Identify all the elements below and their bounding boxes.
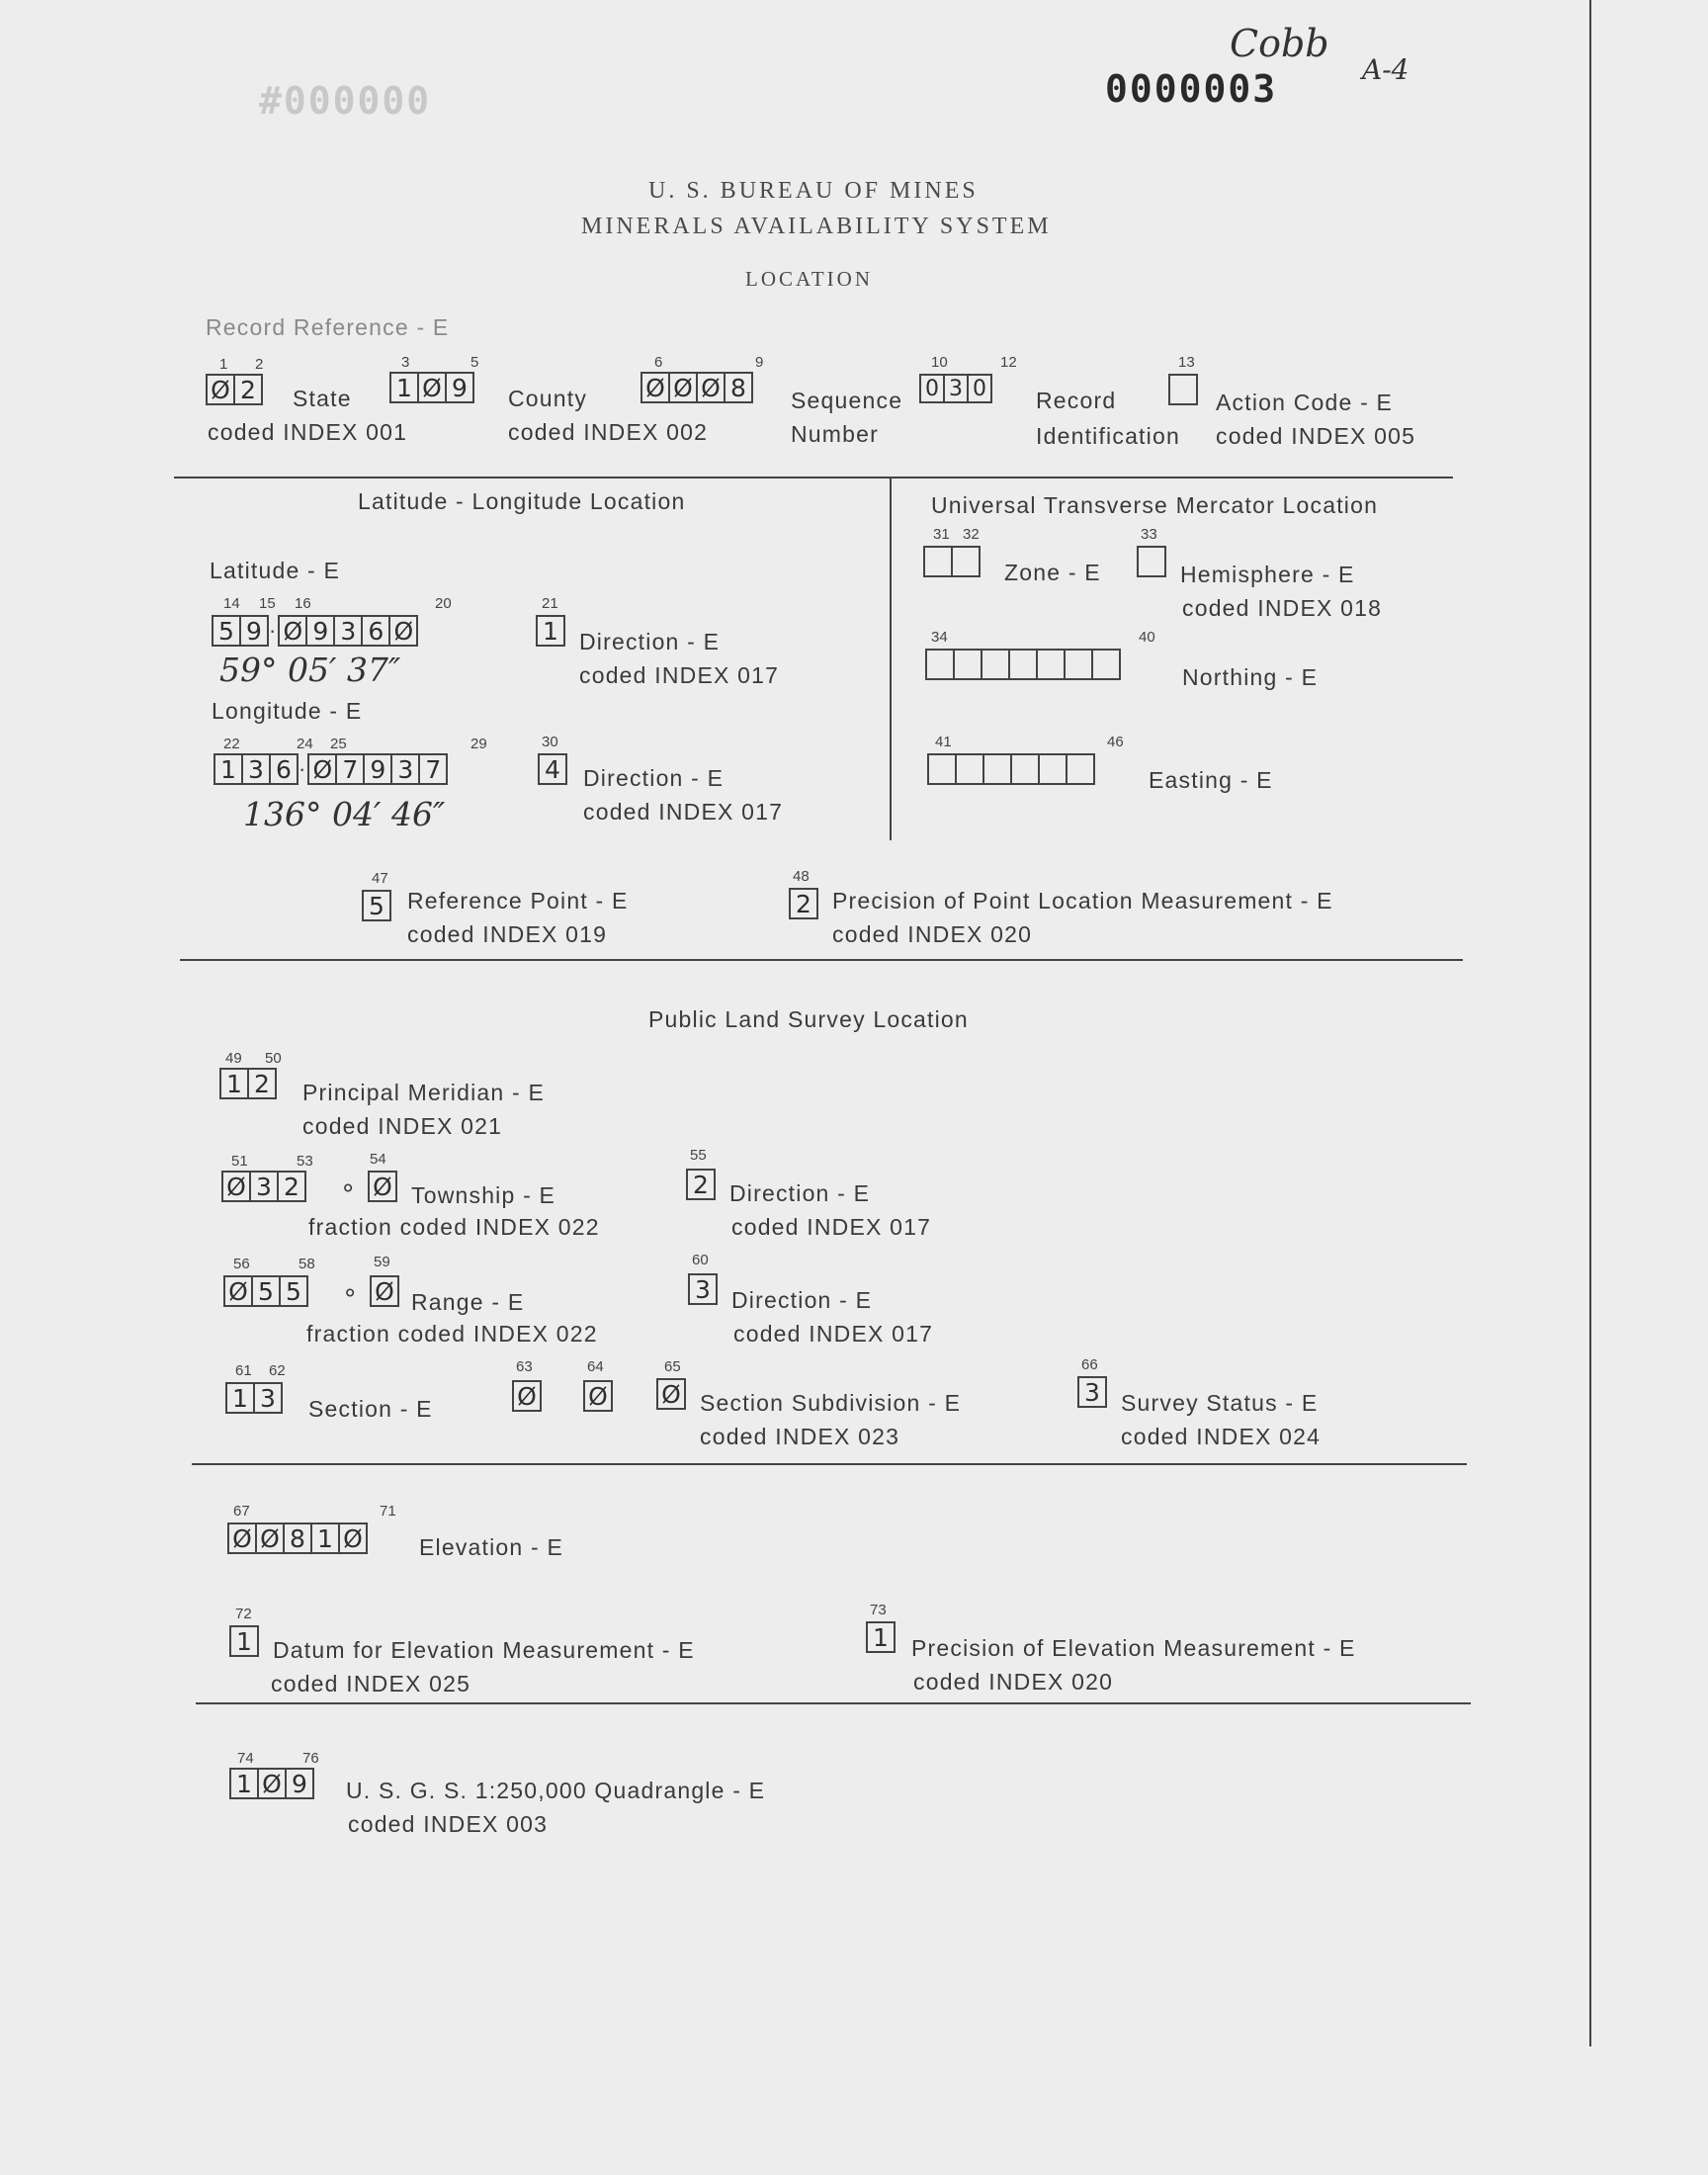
digit-box: Ø (278, 615, 307, 647)
digit-box: 9 (239, 615, 269, 647)
utm-title: Universal Transverse Mercator Location (931, 492, 1379, 518)
hemisphere-box (1137, 546, 1166, 577)
sequence-label-2: Number (791, 421, 880, 447)
precision-point-box: 2 (789, 888, 818, 919)
range-boxes (223, 1275, 306, 1307)
hemisphere-label: Hemisphere - E (1180, 562, 1355, 587)
field-num: 64 (587, 1358, 604, 1375)
digit-box: 2 (247, 1068, 277, 1099)
quadrangle-label: U. S. G. S. 1:250,000 Quadrangle - E (346, 1778, 766, 1803)
field-num: 62 (269, 1362, 286, 1379)
range-label: Range - E (411, 1289, 525, 1315)
field-num: 67 (233, 1503, 250, 1520)
digit-box: 9 (305, 615, 335, 647)
digit-box: 3 (390, 753, 420, 785)
action-code-box (1168, 374, 1198, 405)
field-num: 22 (223, 736, 240, 752)
field-num: 65 (664, 1358, 681, 1375)
field-num: 53 (297, 1153, 313, 1170)
divider (180, 959, 1463, 961)
subdivision-box-1: Ø (512, 1380, 542, 1412)
precision-point-label: Precision of Point Location Measurement - E (832, 888, 1333, 914)
record-id-label: Record (1036, 388, 1117, 413)
township-direction-box: 2 (686, 1169, 716, 1200)
action-code-index: coded INDEX 005 (1216, 423, 1416, 449)
digit-box: 3 (241, 753, 271, 785)
lon-direction-index: coded INDEX 017 (583, 799, 784, 825)
pls-title: Public Land Survey Location (648, 1006, 969, 1032)
township-fraction-box: Ø (368, 1171, 397, 1202)
state-boxes (206, 374, 261, 405)
digit-box: 5 (279, 1275, 308, 1307)
action-code-label: Action Code - E (1216, 390, 1394, 415)
empty-digit-box (1008, 649, 1038, 680)
field-num: 32 (963, 526, 980, 543)
digit-box: Ø (255, 1522, 285, 1554)
record-id-boxes (919, 374, 990, 403)
meridian-boxes (219, 1068, 275, 1099)
latitude-boxes (212, 615, 416, 647)
digit-box: 5 (251, 1275, 281, 1307)
longitude-boxes (214, 753, 446, 785)
field-num: 71 (380, 1503, 396, 1520)
precision-point-index: coded INDEX 020 (832, 921, 1033, 947)
digit-box: 9 (285, 1768, 314, 1799)
field-num: 72 (235, 1606, 252, 1622)
digit-box: Ø (668, 372, 698, 403)
digit-box: Ø (206, 374, 235, 405)
zone-boxes (923, 546, 979, 577)
field-num: 33 (1141, 526, 1157, 543)
decimal-separator: · (299, 756, 306, 781)
field-num: 6 (654, 354, 663, 371)
elevation-boxes (227, 1522, 366, 1554)
township-direction-index: coded INDEX 017 (731, 1214, 932, 1240)
digit-box: Ø (640, 372, 670, 403)
range-index: fraction coded INDEX 022 (306, 1321, 598, 1347)
record-id-label-2: Identification (1036, 423, 1180, 449)
survey-status-label: Survey Status - E (1121, 1390, 1319, 1416)
elevation-label: Elevation - E (419, 1534, 563, 1560)
township-boxes (221, 1171, 304, 1202)
field-num: 49 (225, 1050, 242, 1067)
digit-box: 0 (967, 374, 992, 403)
field-num: 2 (255, 356, 264, 373)
field-num: 61 (235, 1362, 252, 1379)
latlong-title: Latitude - Longitude Location (358, 488, 686, 514)
divider (192, 1463, 1467, 1465)
field-num: 50 (265, 1050, 282, 1067)
hemisphere-index: coded INDEX 018 (1182, 595, 1383, 621)
elevation-precision-box: 1 (866, 1621, 896, 1653)
digit-box: Ø (417, 372, 447, 403)
survey-status-index: coded INDEX 024 (1121, 1424, 1322, 1449)
field-num: 29 (470, 736, 487, 752)
longitude-handwritten: 136° 04′ 46″ (243, 795, 446, 833)
range-direction-label: Direction - E (731, 1287, 873, 1313)
digit-box: 3 (253, 1382, 283, 1414)
field-num: 9 (755, 354, 764, 371)
field-num: 40 (1139, 629, 1155, 646)
field-num: 48 (793, 868, 810, 885)
page-edge-line (1589, 0, 1591, 2046)
range-direction-index: coded INDEX 017 (733, 1321, 934, 1347)
subdivision-box-3: Ø (656, 1378, 686, 1410)
quadrangle-boxes (229, 1768, 312, 1799)
divider (174, 477, 1453, 478)
digit-box: Ø (338, 1522, 368, 1554)
digit-box: 1 (214, 753, 243, 785)
handwritten-a4: A-4 (1362, 53, 1409, 86)
digit-box: 3 (333, 615, 363, 647)
survey-status-box: 3 (1077, 1376, 1107, 1408)
field-num: 34 (931, 629, 948, 646)
field-num: 1 (219, 356, 228, 373)
digit-box: Ø (388, 615, 418, 647)
empty-digit-box (1038, 753, 1068, 785)
datum-index: coded INDEX 025 (271, 1671, 471, 1696)
field-num: 56 (233, 1256, 250, 1272)
digit-box: Ø (257, 1768, 287, 1799)
township-index: fraction coded INDEX 022 (308, 1214, 600, 1240)
handwritten-cobb: Cobb (1230, 22, 1329, 65)
field-num: 66 (1081, 1356, 1098, 1373)
meridian-label: Principal Meridian - E (302, 1080, 545, 1105)
field-num: 3 (401, 354, 410, 371)
range-direction-box: 3 (688, 1273, 718, 1305)
state-label: State (293, 386, 352, 411)
empty-digit-box (1091, 649, 1121, 680)
field-num: 59 (374, 1254, 390, 1270)
field-num: 60 (692, 1252, 709, 1268)
reference-point-box: 5 (362, 890, 391, 921)
system-title: MINERALS AVAILABILITY SYSTEM (581, 214, 1052, 239)
sequence-label: Sequence (791, 388, 903, 413)
digit-box: 9 (445, 372, 474, 403)
digit-box: Ø (307, 753, 337, 785)
empty-digit-box (982, 753, 1012, 785)
lat-direction-box: 1 (536, 615, 565, 647)
field-num: 10 (931, 354, 948, 371)
record-reference-title: Record Reference - E (206, 314, 450, 340)
elevation-precision-label: Precision of Elevation Measurement - E (911, 1635, 1356, 1661)
empty-digit-box (927, 753, 957, 785)
column-divider (890, 478, 892, 840)
digit-box: 1 (389, 372, 419, 403)
range-dot: ∘ (342, 1277, 360, 1307)
elevation-precision-index: coded INDEX 020 (913, 1669, 1114, 1695)
field-num: 58 (299, 1256, 315, 1272)
section-label: Section - E (308, 1396, 433, 1422)
decimal-separator: · (269, 618, 277, 643)
digit-box: Ø (223, 1275, 253, 1307)
field-num: 15 (259, 595, 276, 612)
field-num: 21 (542, 595, 558, 612)
digit-box: Ø (227, 1522, 257, 1554)
field-num: 13 (1178, 354, 1195, 371)
subdivision-index: coded INDEX 023 (700, 1424, 900, 1449)
northing-boxes (925, 649, 1119, 680)
field-num: 41 (935, 734, 952, 750)
faint-stamp: #000000 (259, 79, 432, 123)
digit-box: 7 (335, 753, 365, 785)
lat-direction-label: Direction - E (579, 629, 721, 654)
digit-box: 1 (310, 1522, 340, 1554)
range-fraction-box: Ø (370, 1275, 399, 1307)
county-label: County (508, 386, 588, 411)
field-num: 73 (870, 1602, 887, 1618)
empty-digit-box (981, 649, 1010, 680)
sequence-boxes (640, 372, 751, 403)
digit-box: 3 (943, 374, 969, 403)
digit-box: 1 (229, 1768, 259, 1799)
field-num: 51 (231, 1153, 248, 1170)
digit-box: 5 (212, 615, 241, 647)
zone-label: Zone - E (1004, 560, 1101, 585)
field-num: 20 (435, 595, 452, 612)
form-title: LOCATION (745, 267, 873, 291)
digit-box: 8 (724, 372, 753, 403)
digit-box: 6 (361, 615, 390, 647)
empty-digit-box (955, 753, 984, 785)
easting-boxes (927, 753, 1093, 785)
lon-direction-label: Direction - E (583, 765, 725, 791)
digit-box: 1 (225, 1382, 255, 1414)
lon-direction-box: 4 (538, 753, 567, 785)
meridian-index: coded INDEX 021 (302, 1113, 503, 1139)
digit-box: Ø (221, 1171, 251, 1202)
field-num: 25 (330, 736, 347, 752)
field-num: 63 (516, 1358, 533, 1375)
empty-digit-box (1064, 649, 1093, 680)
digit-box: Ø (696, 372, 726, 403)
subdivision-label: Section Subdivision - E (700, 1390, 962, 1416)
longitude-label: Longitude - E (212, 698, 363, 724)
field-num: 47 (372, 870, 388, 887)
field-num: 14 (223, 595, 240, 612)
empty-digit-box (953, 649, 982, 680)
field-num: 46 (1107, 734, 1124, 750)
county-index: coded INDEX 002 (508, 419, 709, 445)
field-num: 74 (237, 1750, 254, 1767)
empty-digit-box (923, 546, 953, 577)
empty-digit-box (1066, 753, 1095, 785)
digit-box: 9 (363, 753, 392, 785)
field-num: 31 (933, 526, 950, 543)
empty-digit-box (925, 649, 955, 680)
subdivision-box-2: Ø (583, 1380, 613, 1412)
state-index: coded INDEX 001 (208, 419, 408, 445)
divider (196, 1702, 1471, 1704)
township-label: Township - E (411, 1182, 556, 1208)
section-boxes (225, 1382, 281, 1414)
digit-box: 2 (277, 1171, 306, 1202)
digit-box: 6 (269, 753, 299, 785)
field-num: 12 (1000, 354, 1017, 371)
latitude-label: Latitude - E (210, 558, 341, 583)
empty-digit-box (1010, 753, 1040, 785)
digit-box: 0 (919, 374, 945, 403)
field-num: 54 (370, 1151, 386, 1168)
digit-box: 8 (283, 1522, 312, 1554)
county-boxes (389, 372, 472, 403)
lat-direction-index: coded INDEX 017 (579, 662, 780, 688)
easting-label: Easting - E (1149, 767, 1273, 793)
latitude-handwritten: 59° 05′ 37″ (219, 651, 401, 689)
digit-box: 2 (233, 374, 263, 405)
field-num: 16 (295, 595, 311, 612)
township-dot: ∘ (340, 1173, 358, 1202)
northing-label: Northing - E (1182, 664, 1319, 690)
field-num: 76 (302, 1750, 319, 1767)
field-num: 24 (297, 736, 313, 752)
quadrangle-index: coded INDEX 003 (348, 1811, 549, 1837)
empty-digit-box (951, 546, 981, 577)
township-direction-label: Direction - E (729, 1180, 871, 1206)
stamp-number: 0000003 (1105, 67, 1278, 111)
reference-point-index: coded INDEX 019 (407, 921, 608, 947)
field-num: 5 (470, 354, 479, 371)
field-num: 55 (690, 1147, 707, 1164)
datum-label: Datum for Elevation Measurement - E (273, 1637, 695, 1663)
field-num: 30 (542, 734, 558, 750)
digit-box: 3 (249, 1171, 279, 1202)
digit-box: 1 (219, 1068, 249, 1099)
reference-point-label: Reference Point - E (407, 888, 629, 914)
empty-digit-box (1036, 649, 1066, 680)
digit-box: 7 (418, 753, 448, 785)
datum-box: 1 (229, 1625, 259, 1657)
agency-title: U. S. BUREAU OF MINES (648, 178, 979, 204)
